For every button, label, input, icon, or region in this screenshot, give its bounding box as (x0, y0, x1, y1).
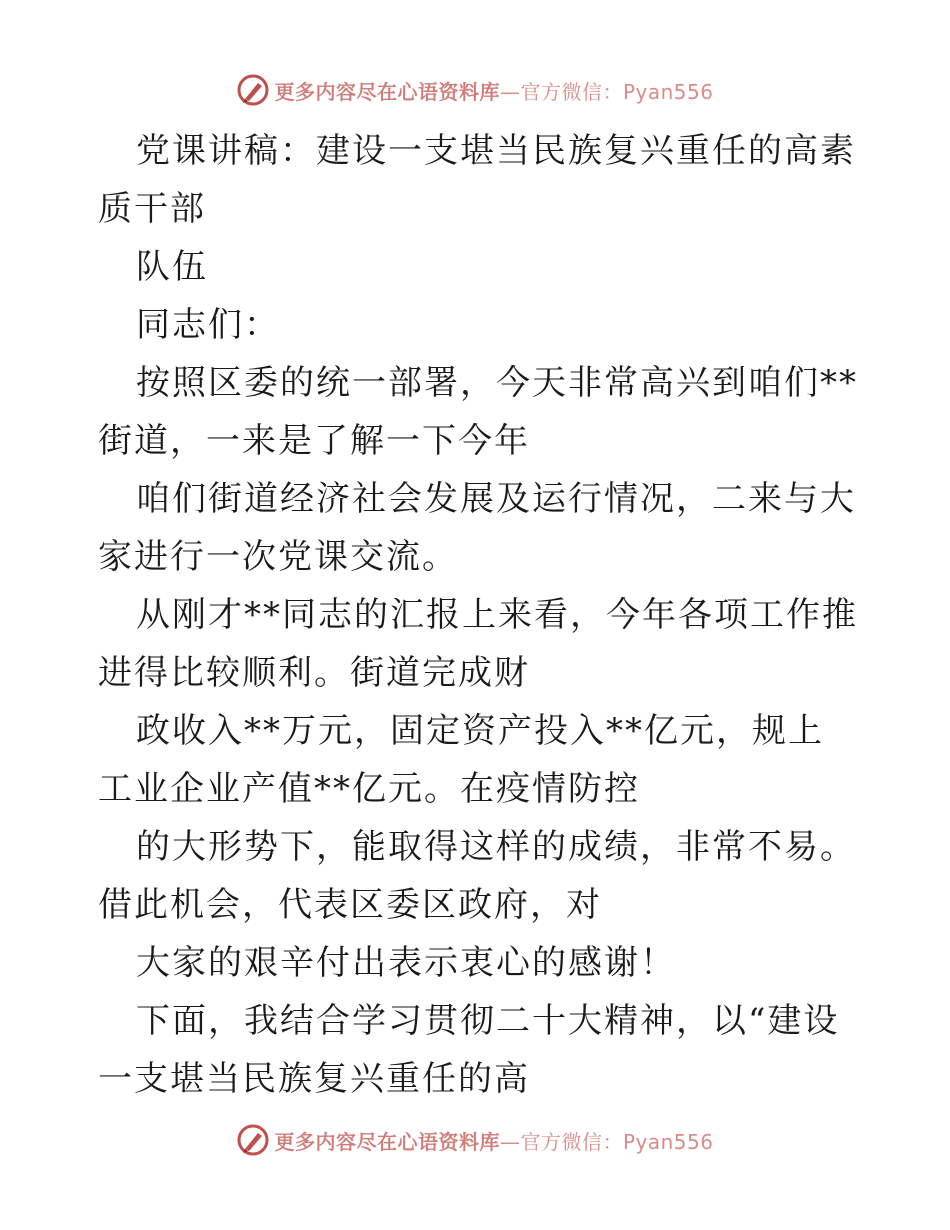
doc-paragraph: 政收入**万元，固定资产投入**亿元，规上工业企业产值**亿元。在疫情防控 (98, 711, 824, 809)
document-body (98, 122, 858, 1108)
doc-title-line: 党课讲稿：建设一支堪当民族复兴重任的高素质干部 (98, 131, 856, 229)
footer-banner-wechat: —官方微信：Pyan556 (499, 1129, 714, 1154)
header-banner (0, 70, 950, 110)
doc-salutation: 同志们： (136, 305, 280, 345)
pen-seal-icon (236, 73, 270, 107)
footer-banner-title: 更多内容尽在心语资料库 (274, 1129, 500, 1154)
doc-paragraph: 的大形势下，能取得这样的成绩，非常不易。借此机会，代表区委区政府，对 (98, 827, 856, 925)
doc-paragraph: 按照区委的统一部署，今天非常高兴到咱们**街道，一来是了解一下今年 (98, 363, 858, 461)
doc-paragraph: 大家的艰辛付出表示衷心的感谢！ (136, 943, 676, 983)
footer-banner (0, 1120, 950, 1160)
header-banner-text (274, 76, 713, 105)
doc-paragraph: 咱们街道经济社会发展及运行情况，二来与大家进行一次党课交流。 (98, 479, 856, 577)
pen-seal-icon (236, 1123, 270, 1157)
footer-banner-text (274, 1126, 713, 1155)
doc-title-continuation: 队伍 (136, 247, 208, 287)
header-banner-title: 更多内容尽在心语资料库 (274, 79, 500, 104)
header-banner-wechat: —官方微信：Pyan556 (499, 79, 714, 104)
doc-paragraph: 下面，我结合学习贯彻二十大精神，以“建设一支堪当民族复兴重任的高 (98, 1001, 840, 1099)
doc-paragraph: 从刚才**同志的汇报上来看，今年各项工作推进得比较顺利。街道完成财 (98, 595, 858, 693)
